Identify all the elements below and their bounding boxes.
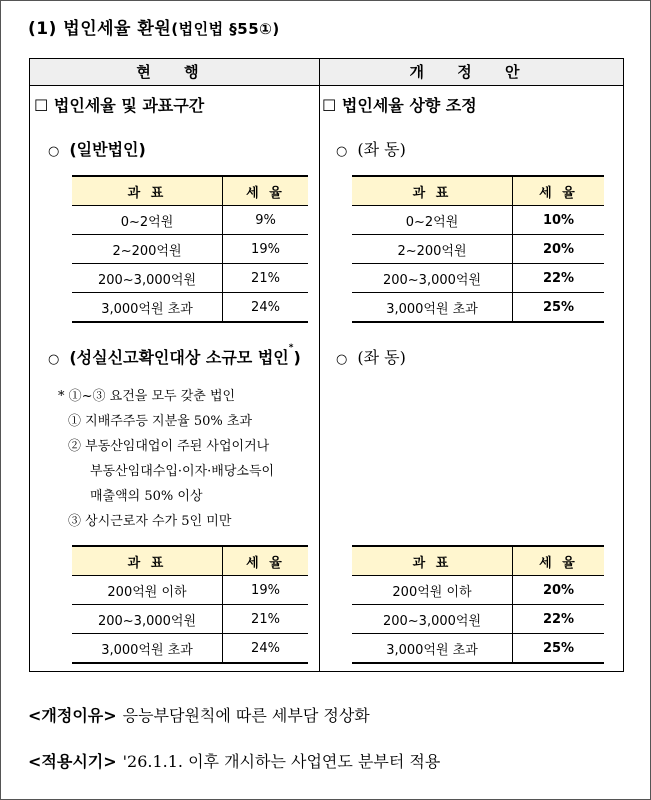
left-section-label: 법인세율 및 과표구간 xyxy=(53,96,205,115)
table-row xyxy=(352,605,604,634)
tax-base-cell: 2~200억원 xyxy=(352,235,513,264)
table-header-rate: 세 율 xyxy=(223,176,309,206)
tax-base-cell: 0~2억원 xyxy=(352,206,513,235)
comparison-table xyxy=(29,58,624,672)
tax-base-cell: 200~3,000억원 xyxy=(72,605,223,634)
footnote-list xyxy=(58,384,274,534)
tax-rate-cell: 20% xyxy=(513,235,605,264)
left-section-heading xyxy=(34,93,204,116)
tax-base-cell: 0~2억원 xyxy=(72,206,223,235)
footnote-line: ③ 상시근로자 수가 5인 미만 xyxy=(68,514,232,529)
tax-rate-cell: 21% xyxy=(223,264,309,293)
tax-base-cell: 200억원 이하 xyxy=(72,576,223,605)
new-general-body xyxy=(352,206,604,323)
table-row xyxy=(352,206,604,235)
tax-rate-cell: 25% xyxy=(513,634,605,664)
table-row xyxy=(72,264,308,293)
tax-base-cell: 3,000억원 초과 xyxy=(352,634,513,664)
tax-rate-cell: 9% xyxy=(223,206,309,235)
small-corp-footnote-mark: * xyxy=(288,343,294,353)
tax-rate-cell: 20% xyxy=(513,576,605,605)
tax-rate-cell: 19% xyxy=(223,235,309,264)
table-header-rate: 세 율 xyxy=(513,546,605,576)
table-row xyxy=(352,634,604,664)
header-current: 현 행 xyxy=(136,63,213,81)
table-row xyxy=(352,235,604,264)
tax-rate-cell: 19% xyxy=(223,576,309,605)
table-row xyxy=(72,634,308,664)
tax-base-cell: 200~3,000억원 xyxy=(72,264,223,293)
table-row xyxy=(72,235,308,264)
current-general-body xyxy=(72,206,308,323)
tax-base-cell: 200~3,000억원 xyxy=(352,264,513,293)
table-row xyxy=(352,293,604,323)
title-main: (1) 법인세율 환원 xyxy=(28,19,172,39)
table-row xyxy=(72,206,308,235)
tax-rate-cell: 24% xyxy=(223,293,309,323)
small-corp-label: (성실신고확인대상 소규모 법인 xyxy=(69,348,289,367)
header-proposal: 개 정 안 xyxy=(409,63,534,81)
current-general-table xyxy=(72,175,308,323)
table-header-rate: 세 율 xyxy=(223,546,309,576)
effective-date-label: <적용시기> xyxy=(28,752,117,771)
table-header-base: 과 표 xyxy=(72,546,223,576)
table-header-base: 과 표 xyxy=(72,176,223,206)
title-sub: (법인법 §55①) xyxy=(171,20,280,38)
small-corp-item xyxy=(48,345,301,368)
tax-rate-cell: 25% xyxy=(513,293,605,323)
general-corp-label: (일반법인) xyxy=(69,140,146,159)
revision-reason-label: <개정이유> xyxy=(28,706,117,725)
table-header-base: 과 표 xyxy=(352,546,513,576)
tax-rate-cell: 21% xyxy=(223,605,309,634)
footnote-line: * ①~③ 요건을 모두 갖춘 법인 xyxy=(58,389,236,404)
tax-rate-cell: 22% xyxy=(513,264,605,293)
current-small-table xyxy=(72,545,308,664)
tax-base-cell: 200억원 이하 xyxy=(352,576,513,605)
tax-base-cell: 3,000억원 초과 xyxy=(72,293,223,323)
comparison-header xyxy=(30,59,623,86)
tax-base-cell: 3,000억원 초과 xyxy=(352,293,513,323)
current-small-body xyxy=(72,576,308,664)
tax-rate-cell: 10% xyxy=(513,206,605,235)
checkbox-square-icon: ☐ xyxy=(322,96,337,115)
section-title xyxy=(28,14,280,39)
same-as-left-label: (좌 동) xyxy=(357,348,406,367)
right-section-label: 법인세율 상향 조정 xyxy=(341,96,477,115)
tax-base-cell: 200~3,000억원 xyxy=(352,605,513,634)
same-as-left-item-2 xyxy=(336,345,406,368)
new-small-table xyxy=(352,545,604,664)
tax-rate-cell: 24% xyxy=(223,634,309,664)
footnote-line: ② 부동산임대업이 주된 사업이거나 xyxy=(68,439,270,454)
circle-bullet-icon: ○ xyxy=(336,144,348,159)
table-row xyxy=(72,605,308,634)
tax-base-cell: 3,000억원 초과 xyxy=(72,634,223,664)
same-as-left-label: (좌 동) xyxy=(357,140,406,159)
effective-date-text: '26.1.1. 이후 개시하는 사업연도 분부터 적용 xyxy=(122,752,441,771)
table-row xyxy=(352,264,604,293)
table-row xyxy=(72,576,308,605)
effective-date xyxy=(28,749,440,772)
revision-reason xyxy=(28,703,370,726)
general-corp-item xyxy=(48,137,146,160)
column-divider xyxy=(319,59,320,671)
circle-bullet-icon: ○ xyxy=(48,144,60,159)
checkbox-square-icon: ☐ xyxy=(34,96,49,115)
same-as-left-item-1 xyxy=(336,137,406,160)
new-small-body xyxy=(352,576,604,664)
footnote-line: 부동산임대수입·이자·배당소득이 xyxy=(90,464,275,479)
tax-base-cell: 2~200억원 xyxy=(72,235,223,264)
circle-bullet-icon: ○ xyxy=(48,352,60,367)
new-general-table xyxy=(352,175,604,323)
footnote-line: ① 지배주주등 지분율 50% 초과 xyxy=(68,414,253,429)
footnote-line: 매출액의 50% 이상 xyxy=(90,489,203,504)
small-corp-label-close: ) xyxy=(293,348,301,367)
tax-rate-cell: 22% xyxy=(513,605,605,634)
table-header-rate: 세 율 xyxy=(513,176,605,206)
table-header-base: 과 표 xyxy=(352,176,513,206)
table-row xyxy=(352,576,604,605)
circle-bullet-icon: ○ xyxy=(336,352,348,367)
table-row xyxy=(72,293,308,323)
right-section-heading xyxy=(322,93,477,116)
revision-reason-text: 응능부담원칙에 따른 세부담 정상화 xyxy=(122,706,370,725)
